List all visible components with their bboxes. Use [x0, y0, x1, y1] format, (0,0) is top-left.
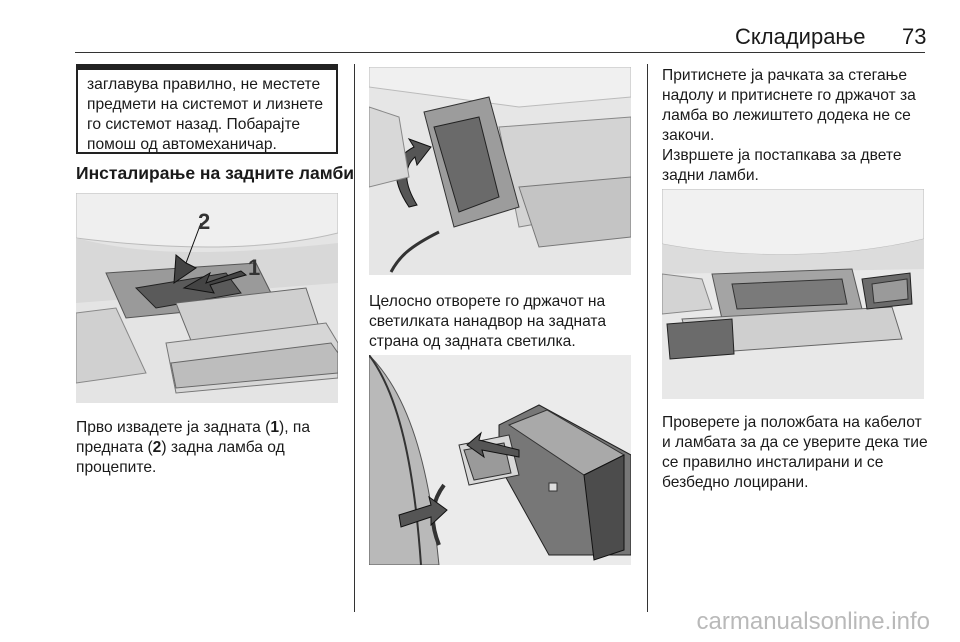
figure-insert-holder — [369, 355, 631, 565]
ref-number-1: 1 — [270, 419, 280, 436]
figure-callout-1: 1 — [248, 255, 261, 280]
column-divider-left — [354, 64, 355, 612]
figure-installed-lamps — [662, 189, 924, 399]
header-rule — [75, 52, 925, 53]
ref-number-2: 2 — [152, 439, 162, 456]
running-header-title: Складирање — [735, 24, 866, 49]
watermark: carmanualsonline.info — [696, 608, 930, 635]
middle-paragraph: Целосно отворете го држачот на светилката нанадвор на задната страна од задната светилка. — [369, 293, 607, 350]
right-paragraph-3: Проверете ја положбата на кабелот и ламбата за да се уверите дека тие се правилно инсталирани и се безбедно лоцирани. — [662, 414, 928, 491]
section-heading: Инсталирање на задните ламби — [76, 163, 355, 183]
left-paragraph: Прво извадете ја задната (1), па предната (2) задна ламба од процепите. — [76, 419, 311, 476]
figure-lamp-removal — [76, 193, 338, 403]
right-paragraph-2: Извршете ја постапкава за двете задни ламби. — [662, 147, 902, 184]
page-number: 73 — [902, 24, 927, 49]
figure-open-holder — [369, 67, 631, 275]
right-paragraph-1: Притиснете ја рачката за стегање надолу и притиснете го држачот за ламба во лежиштето додека не се закочи. — [662, 67, 916, 144]
warning-note-box — [76, 64, 338, 154]
warning-note-text: заглавува правилно, не местете предмети на системот и лизнете го системот назад. Побарајте помош од автомеханичар. — [87, 76, 324, 153]
figure-callout-2: 2 — [198, 209, 211, 234]
column-divider-right — [647, 64, 648, 612]
